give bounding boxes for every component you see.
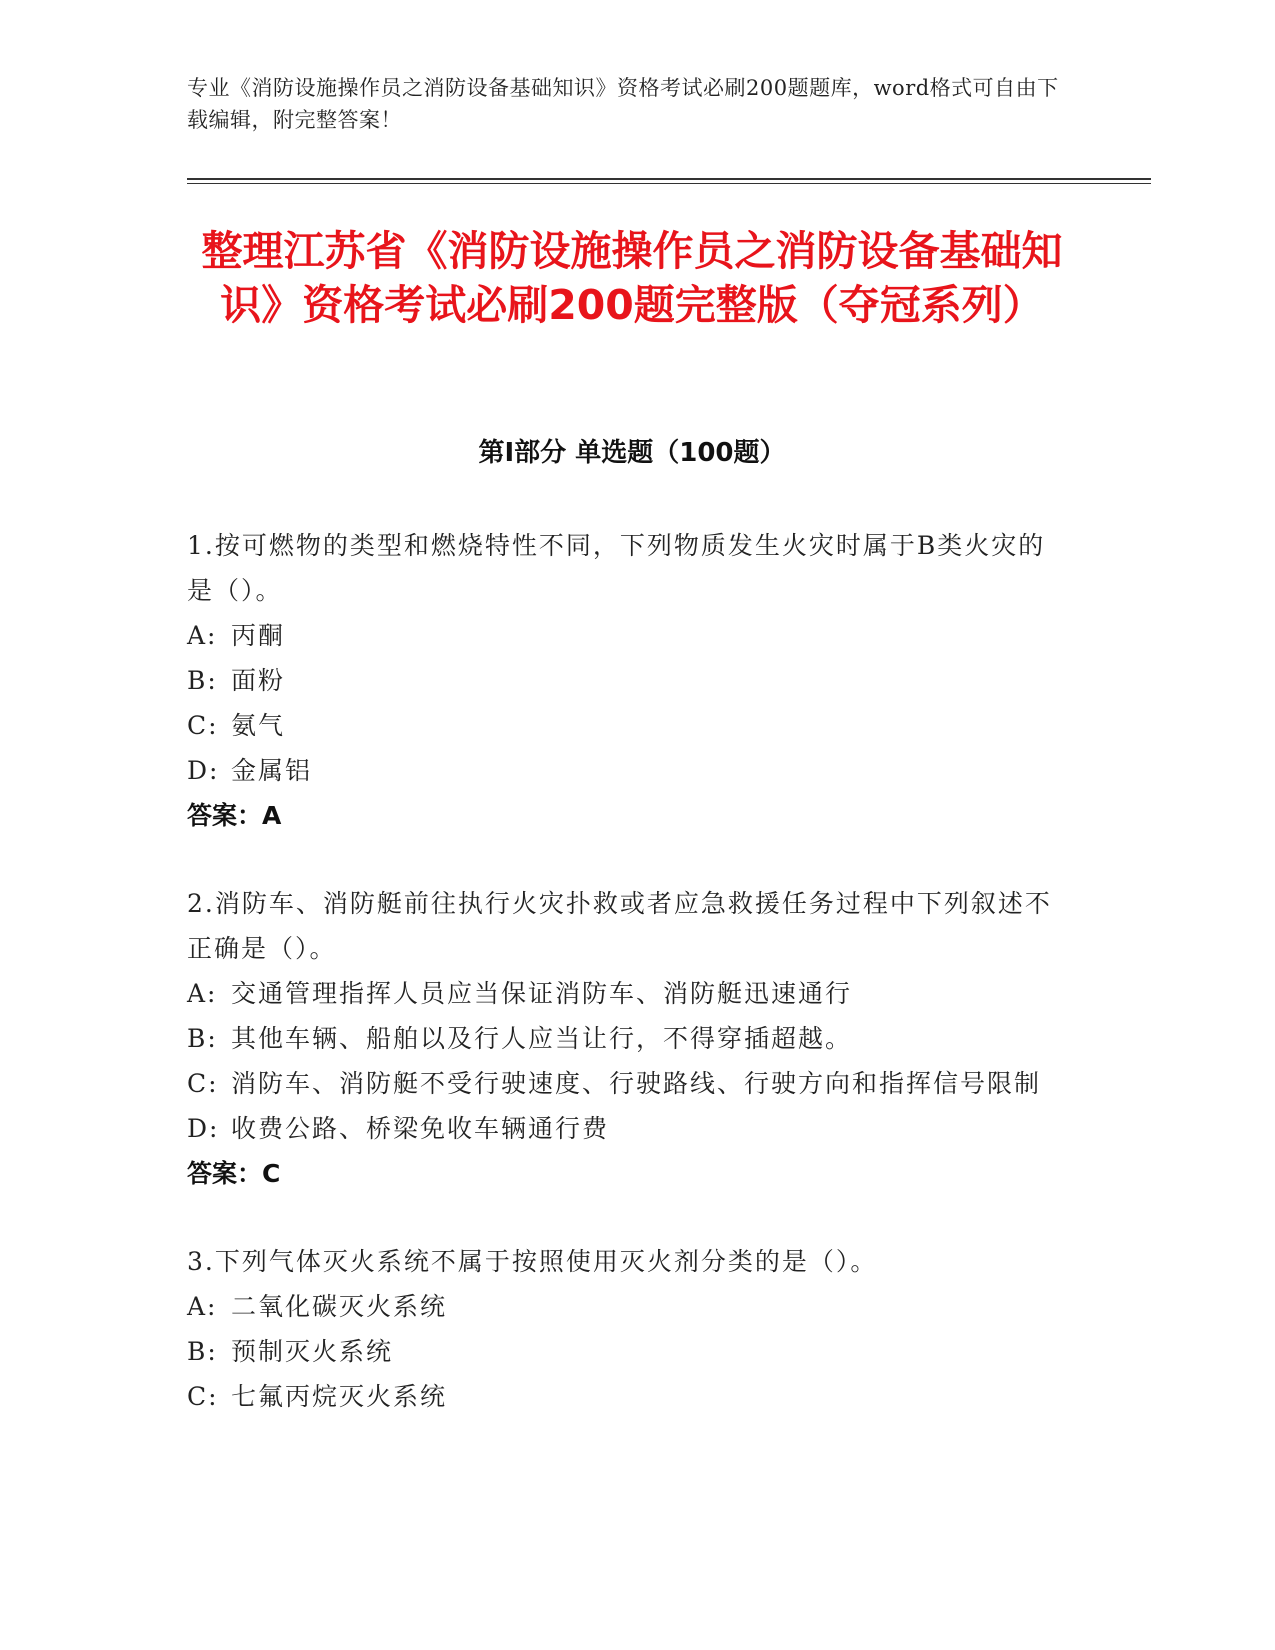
option-key: D:	[187, 756, 220, 785]
header-note: 专业《消防设施操作员之消防设备基础知识》资格考试必刷200题题库，word格式可自由下载编辑，附完整答案！	[187, 76, 1059, 132]
option-text: 七氟丙烷灭火系统	[231, 1382, 448, 1411]
answer-label: 答案：A	[187, 801, 282, 830]
question-2	[187, 881, 1067, 1196]
option-text: 二氧化碳灭火系统	[231, 1292, 448, 1321]
option-a	[187, 971, 1067, 1016]
section-heading: 第I部分 单选题（100题）	[478, 438, 786, 468]
option-text: 金属铝	[231, 756, 313, 785]
option-text: 丙酮	[231, 621, 286, 650]
header-rule-thick	[187, 178, 1151, 180]
option-key: B:	[187, 1024, 218, 1053]
option-text: 面粉	[231, 666, 286, 695]
option-c	[187, 703, 1067, 748]
header-rule-thin	[187, 183, 1151, 184]
question-text: 2.消防车、消防艇前往执行火灾扑救或者应急救援任务过程中下列叙述不正确是（）。	[187, 889, 1052, 963]
option-text: 消防车、消防艇不受行驶速度、行驶路线、行驶方向和指挥信号限制	[231, 1069, 1042, 1098]
option-key: C:	[187, 1382, 219, 1411]
option-a	[187, 613, 1067, 658]
option-b	[187, 1329, 1067, 1374]
option-key: A:	[187, 1292, 218, 1321]
question-text: 1.按可燃物的类型和燃烧特性不同，下列物质发生火灾时属于B类火灾的是（）。	[187, 531, 1046, 605]
answer-label: 答案：C	[187, 1159, 281, 1188]
option-c	[187, 1374, 1067, 1419]
option-b	[187, 658, 1067, 703]
option-a	[187, 1284, 1067, 1329]
question-text: 3.下列气体灭火系统不属于按照使用灭火剂分类的是（）。	[187, 1247, 878, 1276]
option-key: D:	[187, 1114, 220, 1143]
option-b	[187, 1016, 1067, 1061]
option-key: C:	[187, 1069, 219, 1098]
option-key: A:	[187, 621, 218, 650]
question-3	[187, 1239, 1067, 1419]
option-text: 收费公路、桥梁免收车辆通行费	[231, 1114, 610, 1143]
document-title: 整理江苏省《消防设施操作员之消防设备基础知识》资格考试必刷200题完整版（夺冠系列）	[201, 227, 1063, 329]
option-key: C:	[187, 711, 219, 740]
option-text: 其他车辆、船舶以及行人应当让行，不得穿插超越。	[231, 1024, 853, 1053]
question-1	[187, 523, 1067, 838]
option-key: A:	[187, 979, 218, 1008]
option-key: B:	[187, 1337, 218, 1366]
option-text: 预制灭火系统	[231, 1337, 394, 1366]
question-list	[187, 523, 1067, 1462]
option-text: 交通管理指挥人员应当保证消防车、消防艇迅速通行	[231, 979, 853, 1008]
option-d	[187, 1106, 1067, 1151]
option-text: 氨气	[231, 711, 286, 740]
option-key: B:	[187, 666, 218, 695]
option-c	[187, 1061, 1067, 1106]
option-d	[187, 748, 1067, 793]
